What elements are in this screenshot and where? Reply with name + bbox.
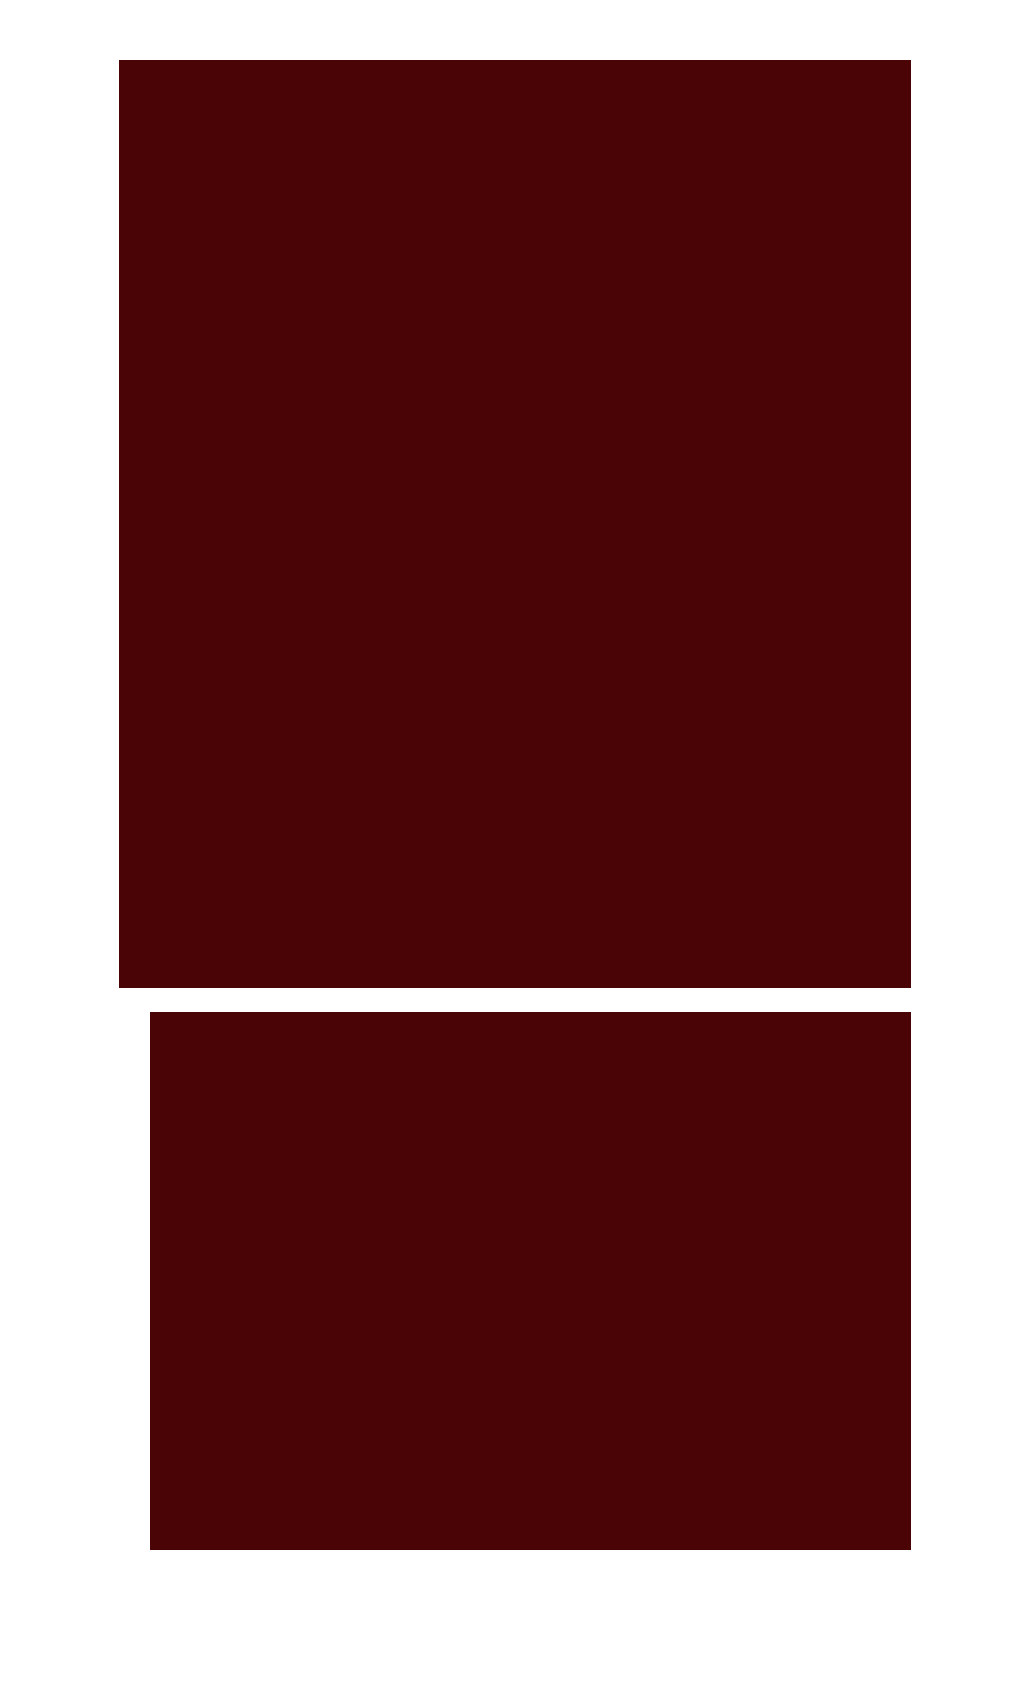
tips-list-section: [150, 1012, 911, 1550]
article-top-section: [119, 60, 911, 988]
